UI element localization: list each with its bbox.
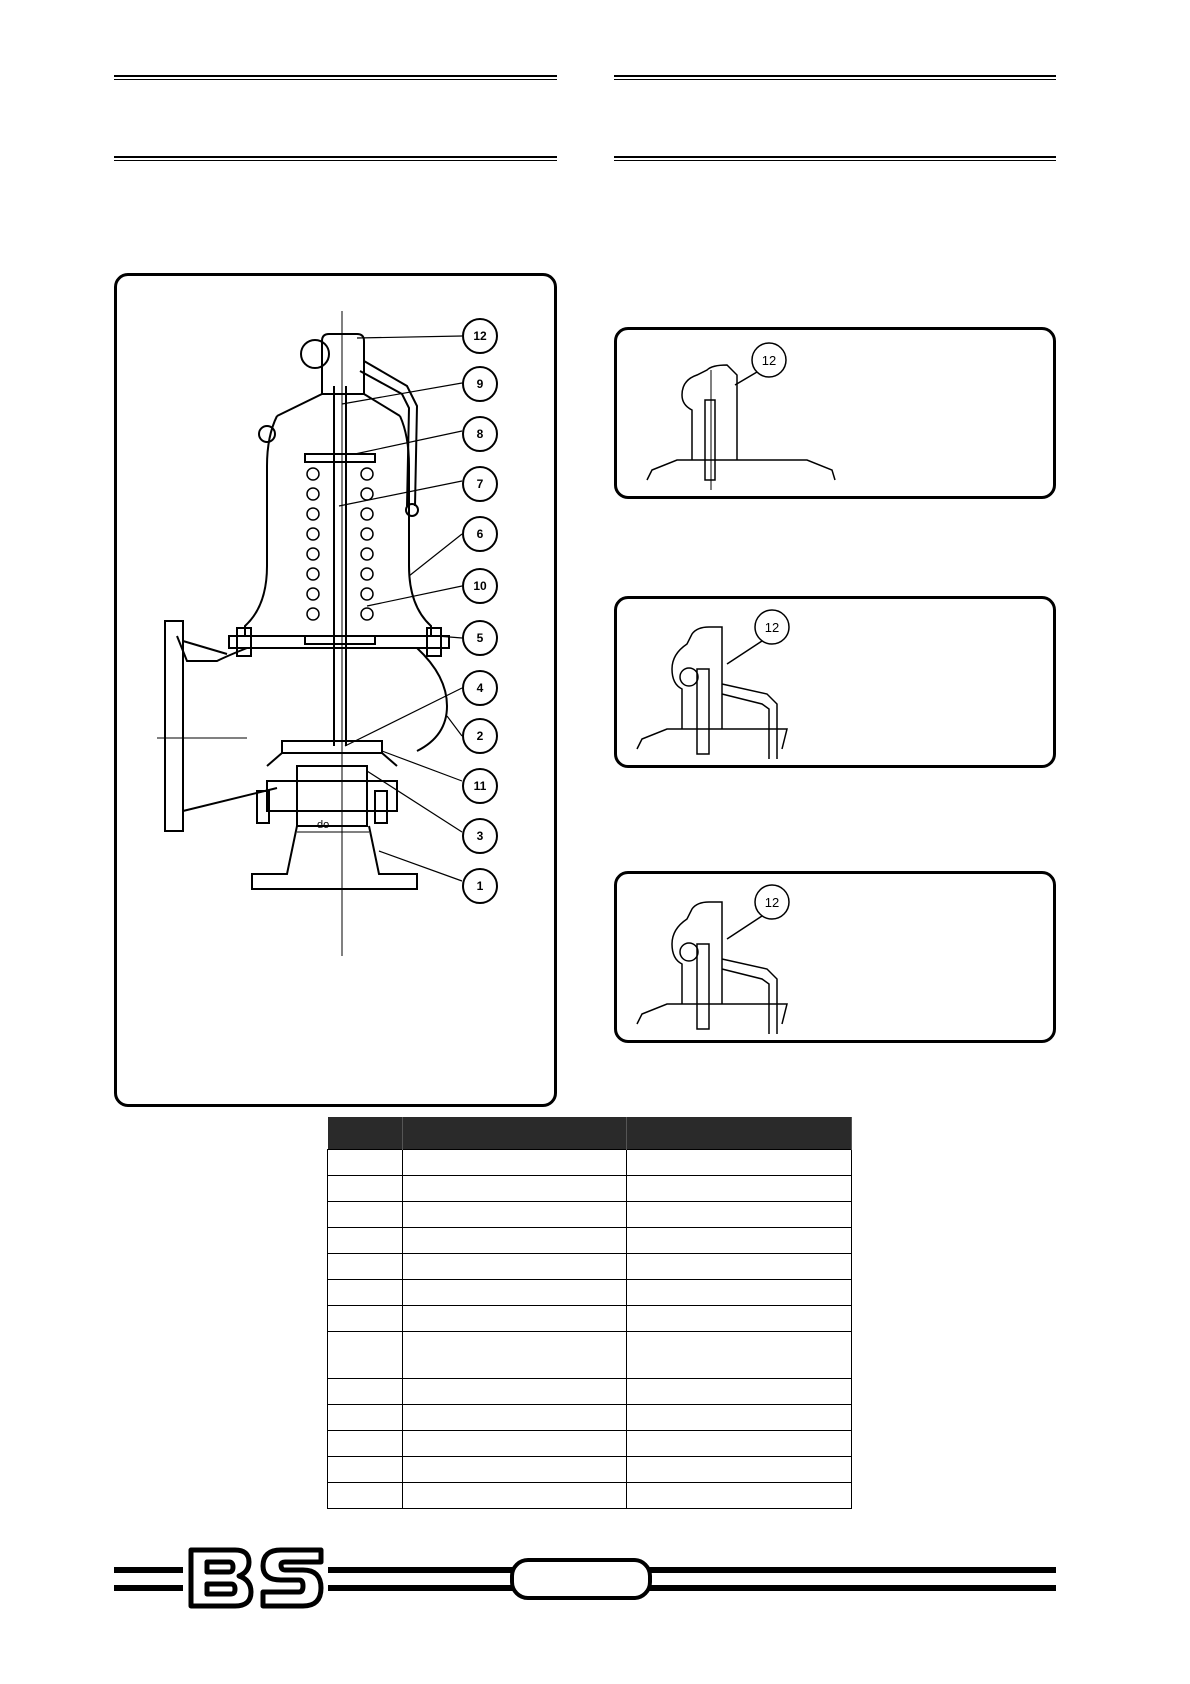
table-cell: [328, 1405, 403, 1431]
valve-section-drawing: [117, 276, 554, 1104]
table-cell: [403, 1306, 627, 1332]
table-cell: [403, 1280, 627, 1306]
table-row: [328, 1431, 852, 1457]
table-cell: [328, 1176, 403, 1202]
table-cell: [403, 1431, 627, 1457]
header-rule-right-bottom: [614, 156, 1056, 161]
detail-2-callout-12: 12: [764, 620, 780, 635]
header-cell-material: [627, 1117, 852, 1150]
table-cell: [627, 1457, 852, 1483]
table-cell: [627, 1150, 852, 1176]
parts-table-header-row: [328, 1117, 852, 1150]
table-cell: [328, 1306, 403, 1332]
callout-9: 9: [476, 377, 484, 391]
cap-detail-drawing-3: [617, 874, 1053, 1040]
callout-11: 11: [473, 779, 487, 793]
table-cell: [627, 1280, 852, 1306]
cap-detail-panel-3: [614, 871, 1056, 1043]
callout-2: 2: [476, 729, 484, 743]
table-cell: [403, 1483, 627, 1509]
table-cell: [627, 1306, 852, 1332]
table-row: [328, 1457, 852, 1483]
table-cell: [627, 1379, 852, 1405]
callout-6: 6: [476, 527, 484, 541]
table-cell: [403, 1457, 627, 1483]
table-cell: [328, 1202, 403, 1228]
detail-1-callout-12: 12: [761, 353, 777, 368]
table-cell: [403, 1176, 627, 1202]
callout-5: 5: [476, 631, 484, 645]
table-cell: [627, 1332, 852, 1379]
table-cell: [328, 1280, 403, 1306]
callout-3: 3: [476, 829, 484, 843]
table-cell: [403, 1332, 627, 1379]
table-row: [328, 1202, 852, 1228]
company-logo: [183, 1546, 328, 1610]
table-row: [328, 1306, 852, 1332]
callout-4: 4: [476, 681, 484, 695]
table-cell: [627, 1405, 852, 1431]
table-cell: [627, 1483, 852, 1509]
table-row: [328, 1254, 852, 1280]
callout-1: 1: [476, 879, 484, 893]
cap-detail-drawing-2: [617, 599, 1053, 765]
table-cell: [403, 1405, 627, 1431]
page-number-box: [510, 1558, 652, 1600]
bs-logo-graphic: [183, 1546, 328, 1610]
table-cell: [403, 1254, 627, 1280]
table-cell: [328, 1254, 403, 1280]
dimension-do-label: do: [317, 819, 330, 831]
table-row: [328, 1176, 852, 1202]
parts-table: [327, 1117, 852, 1509]
callout-7: 7: [476, 477, 484, 491]
table-cell: [627, 1228, 852, 1254]
table-cell: [627, 1176, 852, 1202]
table-row: [328, 1483, 852, 1509]
cap-detail-panel-2: [614, 596, 1056, 768]
callout-10: 10: [473, 579, 487, 593]
table-row: [328, 1228, 852, 1254]
table-row: [328, 1405, 852, 1431]
table-row: [328, 1332, 852, 1379]
table-cell: [328, 1150, 403, 1176]
callout-8: 8: [476, 427, 484, 441]
callout-12: 12: [473, 329, 487, 343]
table-row: [328, 1150, 852, 1176]
table-cell: [328, 1431, 403, 1457]
table-cell: [328, 1457, 403, 1483]
header-rule-left-top: [114, 75, 557, 80]
header-cell-description: [403, 1117, 627, 1150]
table-cell: [328, 1379, 403, 1405]
cap-detail-panel-1: [614, 327, 1056, 499]
table-cell: [328, 1228, 403, 1254]
table-cell: [627, 1202, 852, 1228]
cap-detail-drawing-1: [617, 330, 1053, 496]
header-rule-right-top: [614, 75, 1056, 80]
table-cell: [403, 1202, 627, 1228]
table-cell: [403, 1228, 627, 1254]
table-cell: [328, 1483, 403, 1509]
table-cell: [403, 1150, 627, 1176]
table-cell: [403, 1379, 627, 1405]
table-cell: [627, 1254, 852, 1280]
table-cell: [328, 1332, 403, 1379]
detail-3-callout-12: 12: [764, 895, 780, 910]
table-cell: [627, 1431, 852, 1457]
header-cell-pos: [328, 1117, 403, 1150]
table-row: [328, 1379, 852, 1405]
valve-section-drawing-panel: [114, 273, 557, 1107]
header-rule-left-bottom: [114, 156, 557, 161]
table-row: [328, 1280, 852, 1306]
